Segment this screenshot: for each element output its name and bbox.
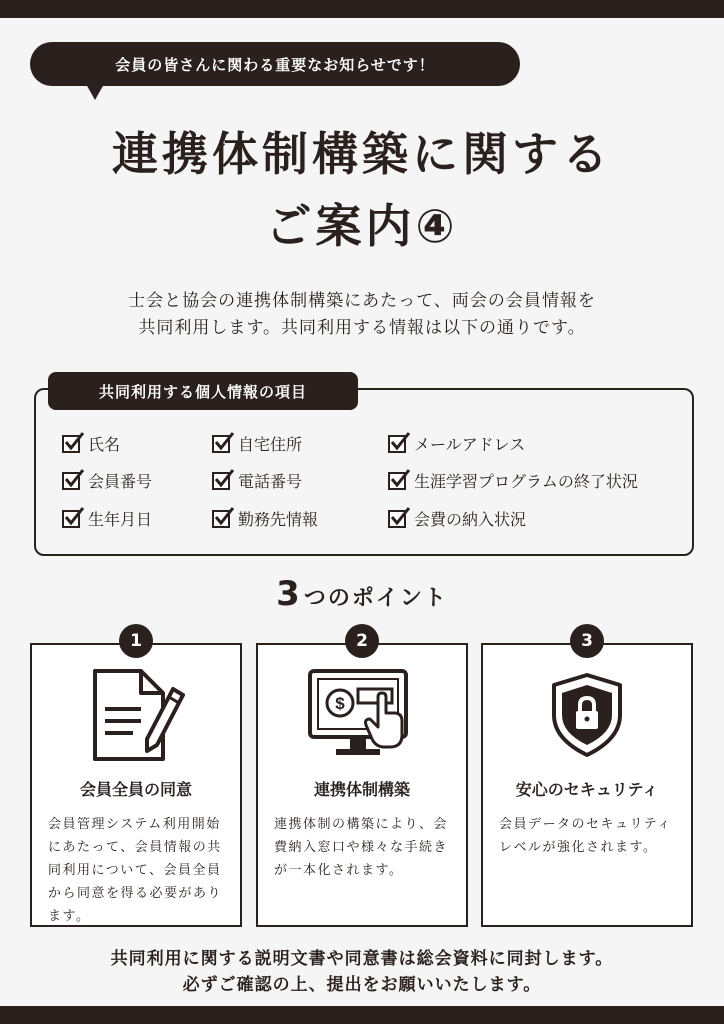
checkmark-icon: [212, 472, 230, 490]
item-home-address: [212, 432, 302, 455]
item-workplace: [212, 507, 318, 530]
checkmark-icon: [388, 435, 406, 453]
checkmark-icon: [212, 435, 230, 453]
checkmark-icon: [388, 510, 406, 528]
document-signing-icon: [32, 665, 240, 765]
item-name: [62, 432, 120, 455]
point-badge-3: 3: [570, 624, 604, 658]
items-heading: 共同利用する個人情報の項目: [48, 372, 358, 410]
page-title-line1: 連携体制構築に関する: [112, 127, 612, 181]
item-email: [388, 432, 525, 455]
point-card-3: [481, 643, 693, 927]
item-lifelong-learning: [388, 469, 638, 492]
item-phone: [212, 469, 302, 492]
notice-banner-tail: [86, 84, 104, 100]
notice-banner: [30, 42, 520, 86]
checkmark-icon: [62, 510, 80, 528]
intro-line2: 共同利用します。共同利用する情報は以下の通りです。: [138, 318, 586, 338]
point-card-body: 会員データのセキュリティレベルが強化されます。: [499, 817, 672, 855]
checkmark-icon: [62, 472, 80, 490]
points-heading-text: つのポイント: [303, 586, 448, 611]
item-label: 自宅住所: [238, 435, 303, 454]
item-label: メールアドレス: [414, 435, 526, 454]
item-label: 電話番号: [238, 472, 303, 491]
intro-line1: 士会と協会の連携体制構築にあたって、両会の会員情報を: [128, 291, 596, 311]
intro-text: [0, 288, 724, 342]
checkmark-icon: [388, 472, 406, 490]
svg-text:$: $: [335, 694, 345, 713]
checkmark-icon: [212, 510, 230, 528]
checkmark-icon: [62, 435, 80, 453]
item-member-number: [62, 469, 152, 492]
item-fee-status: [388, 507, 526, 530]
point-card-1: [30, 643, 242, 927]
online-payment-icon: [258, 665, 466, 765]
point-card-title: 会員全員の同意: [79, 780, 192, 799]
top-bar: [0, 0, 724, 18]
item-label: 生涯学習プログラムの終了状況: [414, 472, 638, 491]
item-label: 氏名: [88, 435, 121, 454]
point-badge-1: 1: [119, 624, 153, 658]
point-badge-2: 2: [345, 624, 379, 658]
point-card-title: 連携体制構築: [313, 780, 410, 799]
notice-banner-text: 会員の皆さんに関わる重要なお知らせです！: [115, 55, 435, 74]
points-heading-number: 3: [276, 574, 302, 614]
point-card-body: 連携体制の構築により、会費納入窓口や様々な手続きが一本化されます。: [274, 817, 449, 878]
item-label: 勤務先情報: [238, 510, 319, 529]
point-card-2: [256, 643, 468, 927]
item-label: 生年月日: [88, 510, 153, 529]
page-title-line2: ご案内④: [265, 199, 459, 253]
footer-notice: [0, 946, 724, 998]
point-card-body: 会員管理システム利用開始にあたって、会員情報の共同利用について、会員全員から同意を得る必要があります。: [48, 817, 223, 924]
security-shield-lock-icon: [483, 665, 691, 765]
item-label: 会費の納入状況: [414, 510, 527, 529]
footer-line2: 必ずご確認の上、提出をお願いいたします。: [182, 975, 542, 995]
item-label: 会員番号: [88, 472, 153, 491]
points-heading: [0, 574, 724, 614]
footer-line1: 共同利用に関する説明文書や同意書は総会資料に同封します。: [110, 949, 614, 969]
bottom-bar: [0, 1006, 724, 1024]
item-birthdate: [62, 507, 152, 530]
point-card-title: 安心のセキュリティ: [515, 780, 659, 799]
